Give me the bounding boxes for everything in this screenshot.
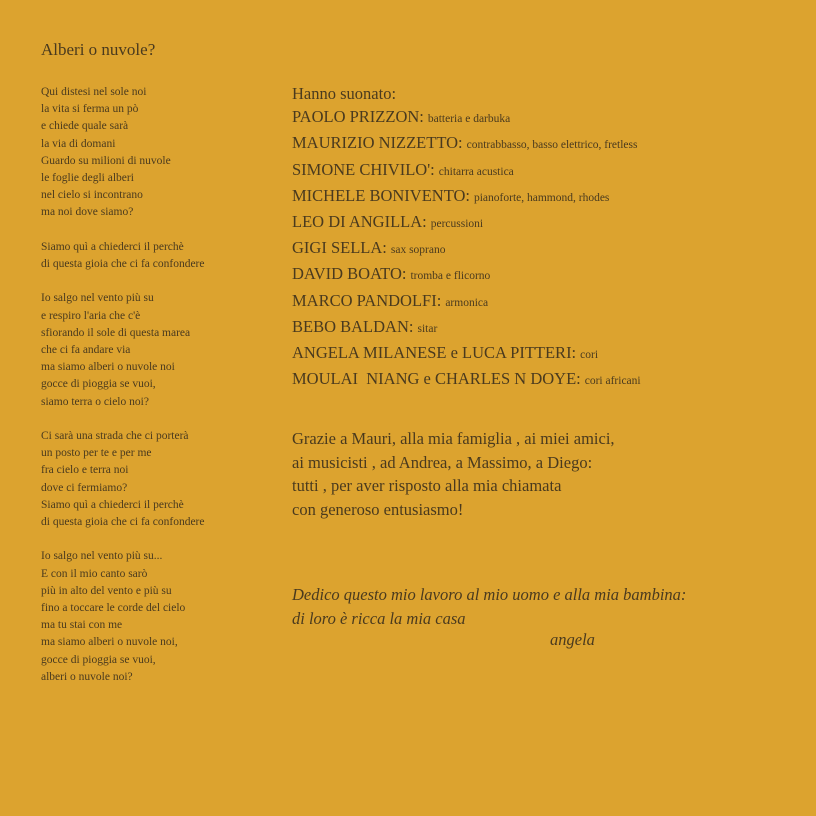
lyric-line: dove ci fermiamo? (41, 481, 128, 494)
lyric-line: alberi o nuvole noi? (41, 670, 133, 683)
musician-role: percussioni (430, 218, 484, 231)
credit-entry (292, 131, 807, 157)
lyrics (41, 84, 281, 703)
musician-role: cori (580, 349, 599, 362)
credit-entry (292, 105, 807, 131)
musician-role: batteria e darbuka (427, 113, 511, 126)
musician-name: MICHELE BONIVENTO: (292, 185, 470, 205)
lyric-line: fino a toccare le corde del cielo (41, 602, 186, 615)
lyric-line: ma tu stai con me (41, 619, 123, 632)
lyric-line: di questa gioia che ci fa confondere (41, 258, 205, 271)
lyric-line: la vita si ferma un pò (41, 103, 139, 116)
thanks-line: ai musicisti , ad Andrea, a Massimo, a Diego: (292, 452, 593, 472)
lyric-line: Guardo su milioni di nuvole (41, 154, 171, 167)
musician-role: sitar (417, 322, 438, 335)
musician-role: contrabbasso, basso elettrico, fretless (466, 139, 638, 152)
dedication-line: di loro è ricca la mia casa (292, 608, 466, 628)
musician-name: BEBO BALDAN: (292, 316, 414, 336)
musician-name: ANGELA MILANESE e LUCA PITTERI: (292, 343, 577, 363)
lyric-line: Qui distesi nel sole noi (41, 86, 147, 98)
lyric-line: E con il mio canto sarò (41, 567, 148, 580)
lyric-line: un posto per te e per me (41, 447, 152, 460)
lyric-line: che ci fa andare via (41, 344, 131, 357)
lyric-line: gocce di pioggia se vuoi, (41, 653, 156, 666)
lyric-line: fra cielo e terra noi (41, 464, 129, 477)
credit-entry (292, 315, 807, 341)
credits (292, 82, 807, 393)
musician-role: chitarra acustica (438, 165, 514, 178)
lyric-line: Ci sarà una strada che ci porterà (41, 430, 189, 443)
lyric-line: Io salgo nel vento più su... (41, 550, 163, 563)
lyrics-stanza (41, 548, 281, 686)
credit-entry (292, 184, 807, 210)
lyrics-stanza (41, 290, 281, 410)
song-title: Alberi o nuvole? (41, 40, 156, 59)
lyric-line: e chiede quale sarà (41, 120, 129, 133)
dedication-line: Dedico questo mio lavoro al mio uomo e alla mia bambina: (292, 585, 687, 604)
thanks-line: con generoso entusiasmo! (292, 499, 464, 519)
thanks-line: Grazie a Mauri, alla mia famiglia , ai miei amici, (292, 429, 615, 448)
lyric-line: gocce di pioggia se vuoi, (41, 378, 156, 391)
musician-name: LEO DI ANGILLA: (292, 212, 427, 232)
musician-name: MOULAI NIANG e CHARLES N DOYE: (292, 369, 581, 389)
musician-role: pianoforte, hammond, rhodes (473, 191, 610, 204)
signature: angela (550, 630, 595, 649)
credits-heading: Hanno suonato: (292, 84, 397, 103)
lyric-line: le foglie degli alberi (41, 172, 134, 185)
lyric-line: Siamo quì a chiederci il perchè (41, 240, 184, 253)
lyric-line: di questa gioia che ci fa confondere (41, 516, 205, 529)
lyric-line: Io salgo nel vento più su (41, 292, 154, 305)
musician-role: sax soprano (390, 244, 446, 257)
credit-entry (292, 158, 807, 184)
musician-name: PAOLO PRIZZON: (292, 107, 424, 127)
lyric-line: ma siamo alberi o nuvole noi, (41, 636, 178, 649)
credit-entry (292, 262, 807, 288)
credit-entry (292, 210, 807, 236)
musician-role: armonica (445, 296, 489, 309)
lyric-line: siamo terra o cielo noi? (41, 395, 149, 408)
credit-entry (292, 289, 807, 315)
lyric-line: e respiro l'aria che c'è (41, 309, 141, 322)
dedication (292, 583, 812, 630)
musician-name: GIGI SELLA: (292, 238, 387, 258)
musician-name: DAVID BOATO: (292, 264, 407, 284)
musician-name: MARCO PANDOLFI: (292, 290, 442, 310)
musician-name: SIMONE CHIVILO': (292, 159, 435, 179)
lyrics-stanza (41, 239, 281, 273)
lyric-line: sfiorando il sole di questa marea (41, 326, 191, 339)
musician-role: tromba e flicorno (410, 270, 491, 283)
lyric-line: la via di domani (41, 137, 116, 150)
lyric-line: nel cielo si incontrano (41, 189, 143, 202)
thanks-line: tutti , per aver risposto alla mia chiamata (292, 476, 562, 495)
musician-role: cori africani (584, 375, 641, 388)
credit-entry (292, 341, 807, 367)
lyrics-stanza (41, 84, 281, 222)
acknowledgements (292, 427, 792, 521)
lyric-line: più in alto del vento e più su (41, 584, 172, 597)
lyric-line: ma noi dove siamo? (41, 206, 134, 219)
lyric-line: ma siamo alberi o nuvole noi (41, 361, 175, 374)
credit-entry (292, 367, 807, 393)
musician-name: MAURIZIO NIZZETTO: (292, 133, 463, 153)
credit-entry (292, 236, 807, 262)
lyrics-stanza (41, 428, 281, 531)
lyric-line: Siamo quì a chiederci il perchè (41, 498, 184, 511)
